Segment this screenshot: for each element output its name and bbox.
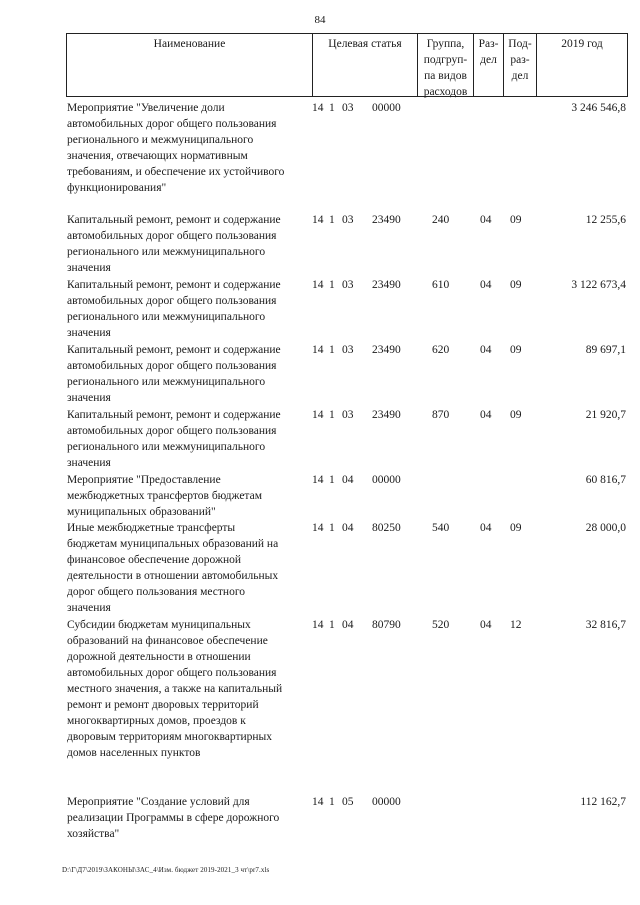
row-amount: 32 816,7 — [585, 619, 626, 631]
row-program: 14 — [312, 409, 324, 421]
row-event: 04 — [342, 522, 354, 534]
row-name: Капитальный ремонт, ремонт и содержание автомобильных дорог общего пользования регионального или межмуниципального значения — [67, 409, 281, 469]
header-target-article: Целевая статья — [328, 38, 402, 50]
row-event: 03 — [342, 409, 354, 421]
row-program: 14 — [312, 279, 324, 291]
row-amount: 3 122 673,4 — [571, 279, 626, 291]
header-name: Наименование — [153, 38, 226, 50]
row-group: 240 — [432, 214, 450, 226]
header-podrazdel: Под- раз- дел — [508, 38, 532, 82]
row-program: 14 — [312, 344, 324, 356]
row-subprogram: 1 — [329, 796, 335, 808]
row-name: Мероприятие "Создание условий для реализации Программы в сфере дорожного хозяйства" — [67, 796, 280, 840]
file-path-footer: D:\Г\Д7\2019\ЗАКОНЫ\ЗАС_4\Изм. бюджет 2019-2021_3 чт\pr7.xls — [62, 866, 270, 874]
header-group: Группа, подгруп- па видов расходов — [423, 38, 468, 98]
row-program: 14 — [312, 214, 324, 226]
row-podrazdel: 09 — [510, 344, 522, 356]
row-podrazdel: 09 — [510, 214, 522, 226]
row-event: 03 — [342, 214, 354, 226]
row-event: 03 — [342, 279, 354, 291]
row-event: 03 — [342, 344, 354, 356]
row-amount: 28 000,0 — [585, 522, 626, 534]
row-program: 14 — [312, 102, 324, 114]
row-code: 00000 — [372, 102, 401, 114]
row-name: Капитальный ремонт, ремонт и содержание автомобильных дорог общего пользования регионального или межмуниципального значения — [67, 214, 281, 274]
row-program: 14 — [312, 474, 324, 486]
row-code: 23490 — [372, 279, 401, 291]
row-code: 80790 — [372, 619, 401, 631]
row-podrazdel: 12 — [510, 619, 522, 631]
row-event: 04 — [342, 474, 354, 486]
header-year: 2019 год — [561, 38, 603, 50]
row-subprogram: 1 — [329, 522, 335, 534]
row-subprogram: 1 — [329, 344, 335, 356]
row-razdel: 04 — [480, 522, 492, 534]
row-razdel: 04 — [480, 279, 492, 291]
row-program: 14 — [312, 796, 324, 808]
row-code: 80250 — [372, 522, 401, 534]
row-amount: 112 162,7 — [580, 796, 626, 808]
row-amount: 89 697,1 — [585, 344, 626, 356]
row-podrazdel: 09 — [510, 279, 522, 291]
row-event: 05 — [342, 796, 354, 808]
row-name: Мероприятие "Увеличение доли автомобильных дорог общего пользования регионального и межмуниципального значения, отвечающих нормативным требованиям, и обеспечение их устойчивого функционирования" — [67, 102, 285, 194]
row-group: 520 — [432, 619, 450, 631]
row-subprogram: 1 — [329, 214, 335, 226]
row-code: 23490 — [372, 214, 401, 226]
row-event: 03 — [342, 102, 354, 114]
row-subprogram: 1 — [329, 409, 335, 421]
row-amount: 21 920,7 — [585, 409, 626, 421]
row-subprogram: 1 — [329, 474, 335, 486]
row-code: 00000 — [372, 796, 401, 808]
row-group: 540 — [432, 522, 450, 534]
row-group: 610 — [432, 279, 450, 291]
row-razdel: 04 — [480, 214, 492, 226]
row-name: Капитальный ремонт, ремонт и содержание автомобильных дорог общего пользования регионального или межмуниципального значения — [67, 344, 281, 404]
row-amount: 3 246 546,8 — [571, 102, 626, 114]
row-razdel: 04 — [480, 409, 492, 421]
row-program: 14 — [312, 522, 324, 534]
row-program: 14 — [312, 619, 324, 631]
row-name: Мероприятие "Предоставление межбюджетных трансфертов бюджетам муниципальных образований" — [67, 474, 262, 518]
row-event: 04 — [342, 619, 354, 631]
row-group: 870 — [432, 409, 450, 421]
row-name: Иные межбюджетные трансферты бюджетам муниципальных образований на финансовое обеспечение дорожной деятельности в отношении автомобильных дорог общего пользования местного значения — [67, 522, 279, 614]
row-subprogram: 1 — [329, 102, 335, 114]
header-razdel: Раз- дел — [478, 38, 499, 66]
table-header — [66, 33, 628, 97]
row-razdel: 04 — [480, 619, 492, 631]
row-name: Капитальный ремонт, ремонт и содержание автомобильных дорог общего пользования регионального или межмуниципального значения — [67, 279, 281, 339]
row-subprogram: 1 — [329, 279, 335, 291]
row-code: 23490 — [372, 344, 401, 356]
row-code: 00000 — [372, 474, 401, 486]
row-group: 620 — [432, 344, 450, 356]
row-podrazdel: 09 — [510, 409, 522, 421]
row-amount: 60 816,7 — [585, 474, 626, 486]
row-name: Субсидии бюджетам муниципальных образований на финансовое обеспечение дорожной деятельности в отношении автомобильных дорог общего пользования местного значения, а также на капитальный ремонт и ремонт дворовых территорий многоквартирных домов, проездов к дворовым территориям многоквартирных домов населенных пунктов — [67, 619, 283, 759]
row-amount: 12 255,6 — [585, 214, 626, 226]
row-code: 23490 — [372, 409, 401, 421]
row-razdel: 04 — [480, 344, 492, 356]
row-podrazdel: 09 — [510, 522, 522, 534]
row-subprogram: 1 — [329, 619, 335, 631]
page-number: 84 — [314, 14, 326, 26]
